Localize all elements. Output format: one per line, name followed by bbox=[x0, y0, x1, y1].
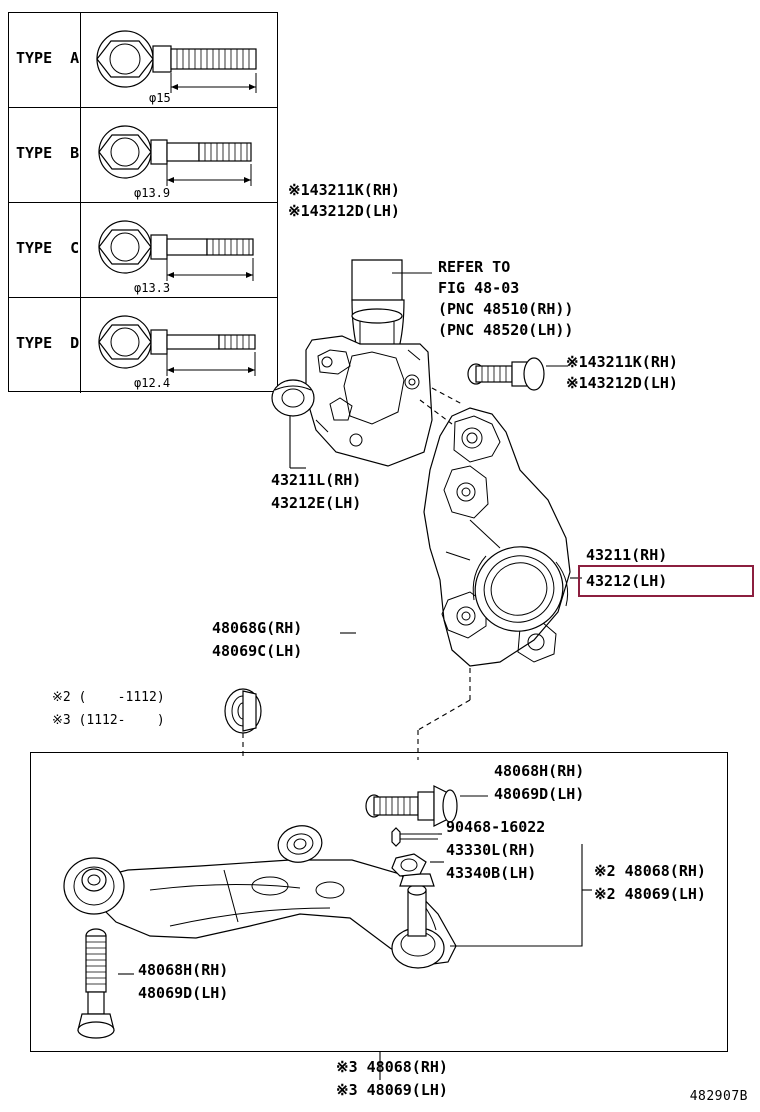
bushing-48068g-graphic bbox=[225, 689, 261, 733]
callout-group-note2-rh: ※2 48068(RH) bbox=[594, 862, 706, 880]
note-3: ※3 (1112- ) bbox=[52, 713, 165, 728]
callout-bolt-right-rh: ※143211K(RH) bbox=[566, 353, 678, 371]
nut-43211l-graphic bbox=[272, 380, 314, 416]
type-row-dimension: φ12.4 bbox=[134, 376, 171, 390]
type-row-label: TYPE D bbox=[16, 334, 80, 352]
castle-nut-graphic bbox=[392, 854, 426, 876]
callout-group-note2-lh: ※2 48069(LH) bbox=[594, 885, 706, 903]
callout-knuckle-lh: 43212(LH) bbox=[586, 572, 668, 590]
refer-to-line3: (PNC 48510(RH)) bbox=[438, 300, 574, 318]
callout-48068h-top-lh: 48069D(LH) bbox=[494, 785, 585, 803]
refer-to-line4: (PNC 48520(LH)) bbox=[438, 321, 574, 339]
callout-bolt-top-lh: ※143212D(LH) bbox=[288, 202, 400, 220]
type-row-label: TYPE B bbox=[16, 144, 80, 162]
type-row-dimension: φ13.9 bbox=[134, 186, 171, 200]
strut-bracket-graphic bbox=[306, 336, 432, 466]
note-2: ※2 ( -1112) bbox=[52, 690, 165, 705]
callout-48068g-rh: 48068G(RH) bbox=[212, 619, 303, 637]
type-row-dimension: φ13.3 bbox=[134, 281, 171, 295]
callout-43211l-lh: 43212E(LH) bbox=[271, 494, 362, 512]
bolt-43211k-right-graphic bbox=[468, 358, 544, 390]
figure-number: 482907B bbox=[689, 1089, 748, 1104]
type-row-label: TYPE C bbox=[16, 239, 80, 257]
callout-cotter-pin: 90468-16022 bbox=[446, 818, 546, 836]
steering-knuckle-graphic bbox=[424, 408, 574, 666]
callout-bolt-top-rh: ※143211K(RH) bbox=[288, 181, 400, 199]
callout-bolt-right-lh: ※143212D(LH) bbox=[566, 374, 678, 392]
strut-graphic bbox=[352, 260, 404, 352]
callout-group-note3-lh: ※3 48069(LH) bbox=[336, 1081, 448, 1099]
type-row-dimension: φ15 bbox=[149, 91, 171, 105]
callout-ball-joint-lh: 43340B(LH) bbox=[446, 864, 537, 882]
callout-group-note3-rh: ※3 48068(RH) bbox=[336, 1058, 448, 1076]
bolt-48068h-top-graphic bbox=[366, 786, 457, 826]
callout-48068h-bottom-lh: 48069D(LH) bbox=[138, 984, 229, 1002]
callout-48068g-lh: 48069C(LH) bbox=[212, 642, 303, 660]
refer-to-line1: REFER TO bbox=[438, 258, 511, 276]
refer-to-line2: FIG 48-03 bbox=[438, 279, 520, 297]
callout-48068h-top-rh: 48068H(RH) bbox=[494, 762, 585, 780]
type-row-label: TYPE A bbox=[16, 49, 80, 67]
cotter-pin-graphic bbox=[392, 828, 438, 846]
callout-48068h-bottom-rh: 48068H(RH) bbox=[138, 961, 229, 979]
callout-knuckle-rh: 43211(RH) bbox=[586, 546, 668, 564]
callout-ball-joint-rh: 43330L(RH) bbox=[446, 841, 537, 859]
lower-arm-illustration bbox=[0, 750, 760, 1090]
callout-43211l-rh: 43211L(RH) bbox=[271, 471, 362, 489]
bolt-48068h-bottom-graphic bbox=[78, 929, 114, 1038]
